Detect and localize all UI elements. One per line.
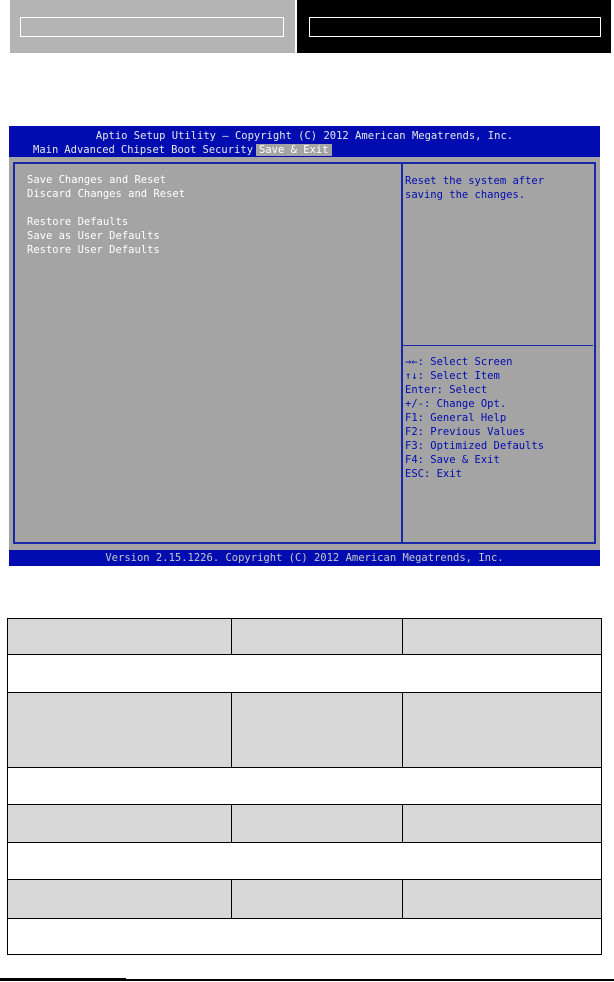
page-header-right xyxy=(297,0,611,53)
key-save-exit: F4: Save & Exit xyxy=(405,454,500,466)
tab-boot[interactable]: Boot xyxy=(171,144,197,156)
table-row xyxy=(7,918,602,955)
bios-title-bar xyxy=(9,126,600,157)
key-optimized-defaults: F3: Optimized Defaults xyxy=(405,440,545,452)
key-enter-select: Enter: Select xyxy=(405,384,488,396)
table-cell xyxy=(403,693,601,767)
table-header-row xyxy=(7,618,602,654)
table-cell xyxy=(232,805,403,842)
tab-save-exit[interactable]: Save & Exit xyxy=(256,144,332,156)
table-row xyxy=(7,692,602,767)
menu-item-restore-defaults[interactable]: Restore Defaults xyxy=(27,216,129,228)
key-general-help: F1: General Help xyxy=(405,412,507,424)
table-cell xyxy=(8,655,601,692)
table-cell xyxy=(232,880,403,918)
page-header-left-box xyxy=(20,17,284,37)
help-description: Reset the system after saving the changes. xyxy=(405,175,551,201)
table-row xyxy=(7,842,602,879)
menu-item-save-changes-reset[interactable]: Save Changes and Reset xyxy=(27,174,167,186)
table-cell xyxy=(403,880,601,918)
table-cell xyxy=(8,768,601,804)
options-table xyxy=(7,618,602,955)
key-select-screen: →←: Select Screen xyxy=(405,356,513,368)
bios-tab-bar xyxy=(30,144,332,156)
table-cell xyxy=(8,805,232,842)
page-header-right-box xyxy=(309,17,601,37)
key-legend xyxy=(405,355,544,481)
table-row xyxy=(7,767,602,804)
table-cell xyxy=(8,919,601,954)
table-cell xyxy=(8,843,601,879)
tab-security[interactable]: Security xyxy=(202,144,254,156)
tab-main[interactable]: Main xyxy=(33,144,59,156)
page-footer-rule-accent xyxy=(0,978,126,981)
table-cell xyxy=(403,805,601,842)
tab-advanced[interactable]: Advanced xyxy=(64,144,115,156)
bios-title: Aptio Setup Utility – Copyright (C) 2012 American Megatrends, Inc. xyxy=(95,130,514,142)
bios-setup-screen xyxy=(9,126,600,566)
table-cell xyxy=(232,619,403,654)
page-header-left xyxy=(10,0,295,53)
menu-item-discard-changes-reset[interactable]: Discard Changes and Reset xyxy=(27,188,186,200)
key-previous-values: F2: Previous Values xyxy=(405,426,526,438)
key-select-item: ↑↓: Select Item xyxy=(405,370,500,382)
menu-item-restore-user-defaults[interactable]: Restore User Defaults xyxy=(27,244,160,256)
bios-help-panel xyxy=(401,162,596,544)
page-footer-rule xyxy=(0,979,614,981)
table-cell xyxy=(8,693,232,767)
table-cell xyxy=(8,880,232,918)
table-cell xyxy=(8,619,232,654)
table-row xyxy=(7,804,602,842)
menu-item-save-user-defaults[interactable]: Save as User Defaults xyxy=(27,230,160,242)
table-cell xyxy=(403,619,601,654)
bios-help-divider xyxy=(403,345,593,346)
tab-chipset[interactable]: Chipset xyxy=(120,144,166,156)
key-change-opt: +/-: Change Opt. xyxy=(405,398,507,410)
key-esc-exit: ESC: Exit xyxy=(405,468,462,480)
table-row xyxy=(7,879,602,918)
table-row xyxy=(7,654,602,692)
table-cell xyxy=(232,693,403,767)
bios-version-bar: Version 2.15.1226. Copyright (C) 2012 American Megatrends, Inc. xyxy=(9,550,600,566)
